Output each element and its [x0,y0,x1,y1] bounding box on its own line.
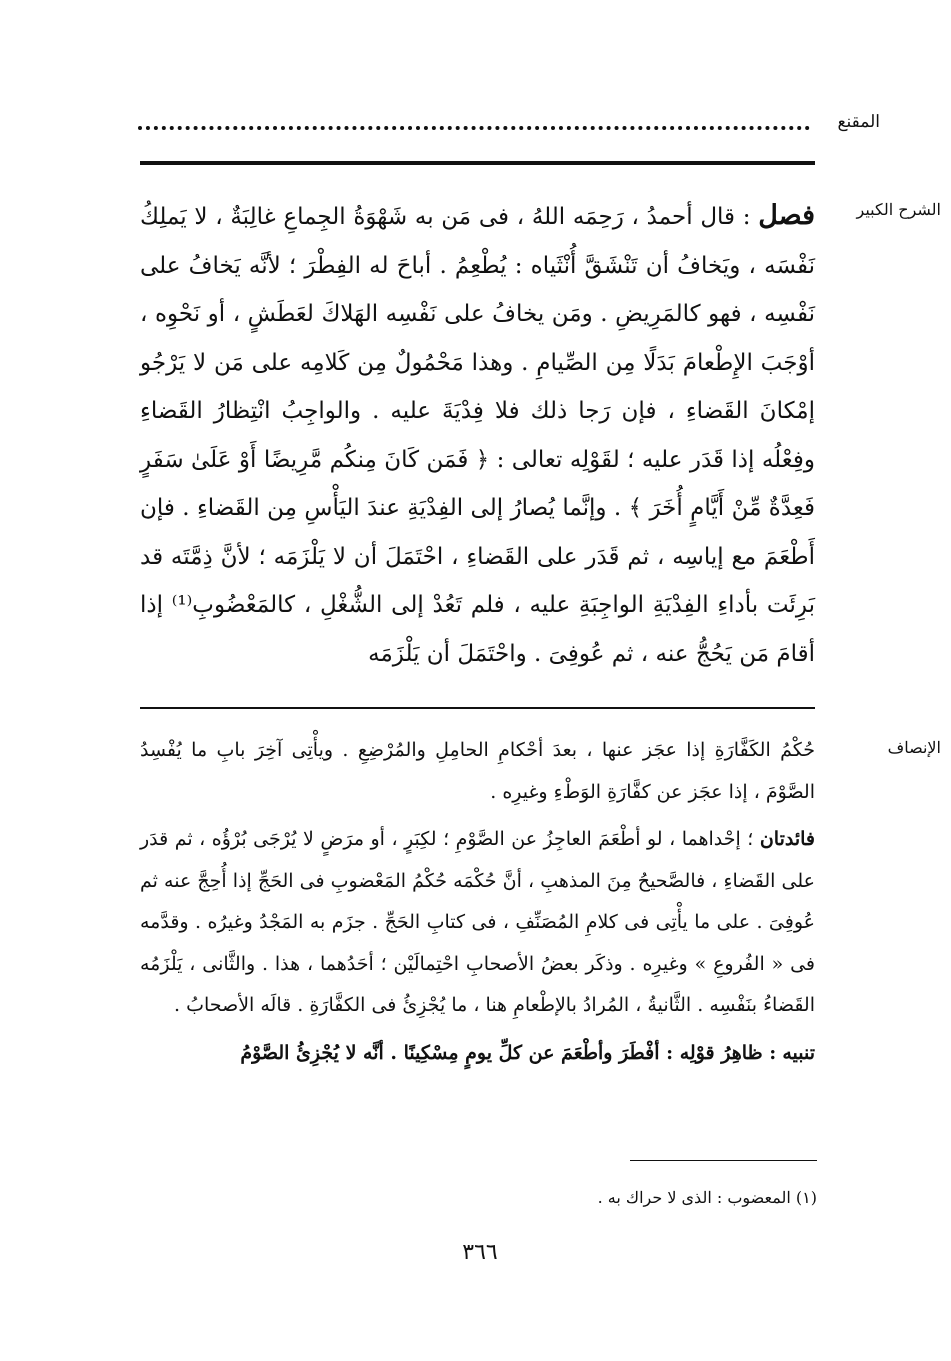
header-rule [140,161,815,165]
inssaf-paragraph-3-body: : ظاهِرُ قوْلِه : أفْطَرَ وأطْعَمَ عن كلِّ يومٍ مِسْكِينًا . أنَّه لا يُجْزِئُ الصَّوْمُ [240,1041,777,1064]
inssaf-text [140,730,815,1074]
inssaf-paragraph-3 [140,1033,815,1075]
main-text-lead: فصل [758,200,816,231]
header-title: المقنع [837,112,880,132]
inssaf-paragraph-2-lead: فائدتان [759,828,815,850]
inssaf-paragraph-2 [140,819,815,1027]
inssaf-paragraph-2-body: ؛ إحْداهما ، لو أطْعَمَ العاجِزُ عن الصَّوْمِ ؛ لكِبَرٍ ، أو مرَضٍ لا يُرْجَى بُرْؤُه ، ثم قدَر على القَضاءِ ، فالصَّحيحُ مِنَ المذهبِ ، أنَّ حُكْمَه حُكْمُ المَعْضوبِ فى الحَجِّ إذا أُحِجَّ عنه ثم عُوفِىَ . على ما يأْتِى فى كلامِ المُصَنِّفِ ، فى كتابِ الحَجِّ . جزَم به المَجْدُ وغيرُه . وقدَّمه فى « الفُروعِ » وغيرِه . وذكَر بعضُ الأصحابِ احْتِمالَيْن ؛ أحَدُهما ، هذا . والثَّانى ، يَلْزَمُه القَضاءُ بنَفْسِه . الثَّانيةُ ، المُرادُ بالإطْعامِ هنا ، ما يُجْزِئُ فى الكفَّارَةِ . قالَه الأصحابُ . [140,828,816,1016]
header-dotted-leader [138,114,810,130]
footnote: (١) المعضوب : الذى لا حراك به . [597,1188,817,1207]
main-text-body: : قال أحمدُ ، رَحِمَه اللهُ ، فى مَن به شَهْوَةُ الجِماعِ غالِبَةٌ ، لا يَملِكُ نَفْسَه ، ويَخافُ أن تَنْشَقَّ أُنْثَياه : يُطْعِمُ . أباحَ له الفِطْرَ ؛ لأنَّه يَخافُ على نَفْسِه ، فهو كالمَرِيضِ . ومَن يخافُ على نَفْسِه الهَلاكَ لعَطَشٍ ، أو نَحْوِه ، أوْجَبَ الإِطْعامَ بَدَلًا مِن الصِّيامِ . وهذا مَحْمُولٌ مِن كَلامِه على مَن لا يَرْجُو إمْكانَ القَضاءِ ، فإن رَجا ذلك فلا فِدْيَةَ عليه . والواجِبُ انْتِظارُ القَضاءِ وفِعْلُه إذا قَدَر عليه ؛ لقَوْلِه تعالى : ﴿ فَمَن كَانَ مِنكُم مَّرِيضًا أَوْ عَلَىٰ سَفَرٍ فَعِدَّةٌ مِّنْ أَيَّامٍ أُخَرَ ﴾ . وإنَّما يُصارُ إلى الفِدْيَةِ عندَ اليَأْسِ مِن القَضاءِ . فإن أَطْعَمَ مع إياسِه ، ثم قَدَر على القَضاءِ ، احْتَمَلَ أن لا يَلْزَمَه ؛ لأنَّ ذِمَّتَه قد بَرِئَت بأداءِ الفِدْيَةِ الواجِبَةِ عليه ، فلم تَعُدْ إلى الشُّغْلِ ، كالمَعْضُوبِ⁽¹⁾ إذا أقامَ مَن يَحُجُّ عنه ، ثم عُوفِىَ . واحْتَمَلَ أن يَلْزَمَه [140,204,816,667]
section-divider [140,707,815,709]
footnote-rule [630,1160,817,1161]
margin-label-inssaf: الإنصاف [887,738,941,757]
inssaf-paragraph-3-lead: تنبيه [782,1041,815,1064]
inssaf-paragraph-1: حُكْمُ الكَفَّارَةِ إذا عجَز عنها ، بعدَ أحْكامِ الحامِلِ والمُرْضِعِ . ويأْتِى آخِرَ بابِ ما يُفْسِدُ الصَّوْمَ ، إذا عجَز عن كفَّارَةِ الوَطْءِ وغيرِه . [140,739,815,803]
page-number: ٣٦٦ [462,1240,498,1265]
main-text [140,192,815,678]
margin-label-sharh: الشرح الكبير [856,200,941,219]
running-header [140,112,880,152]
